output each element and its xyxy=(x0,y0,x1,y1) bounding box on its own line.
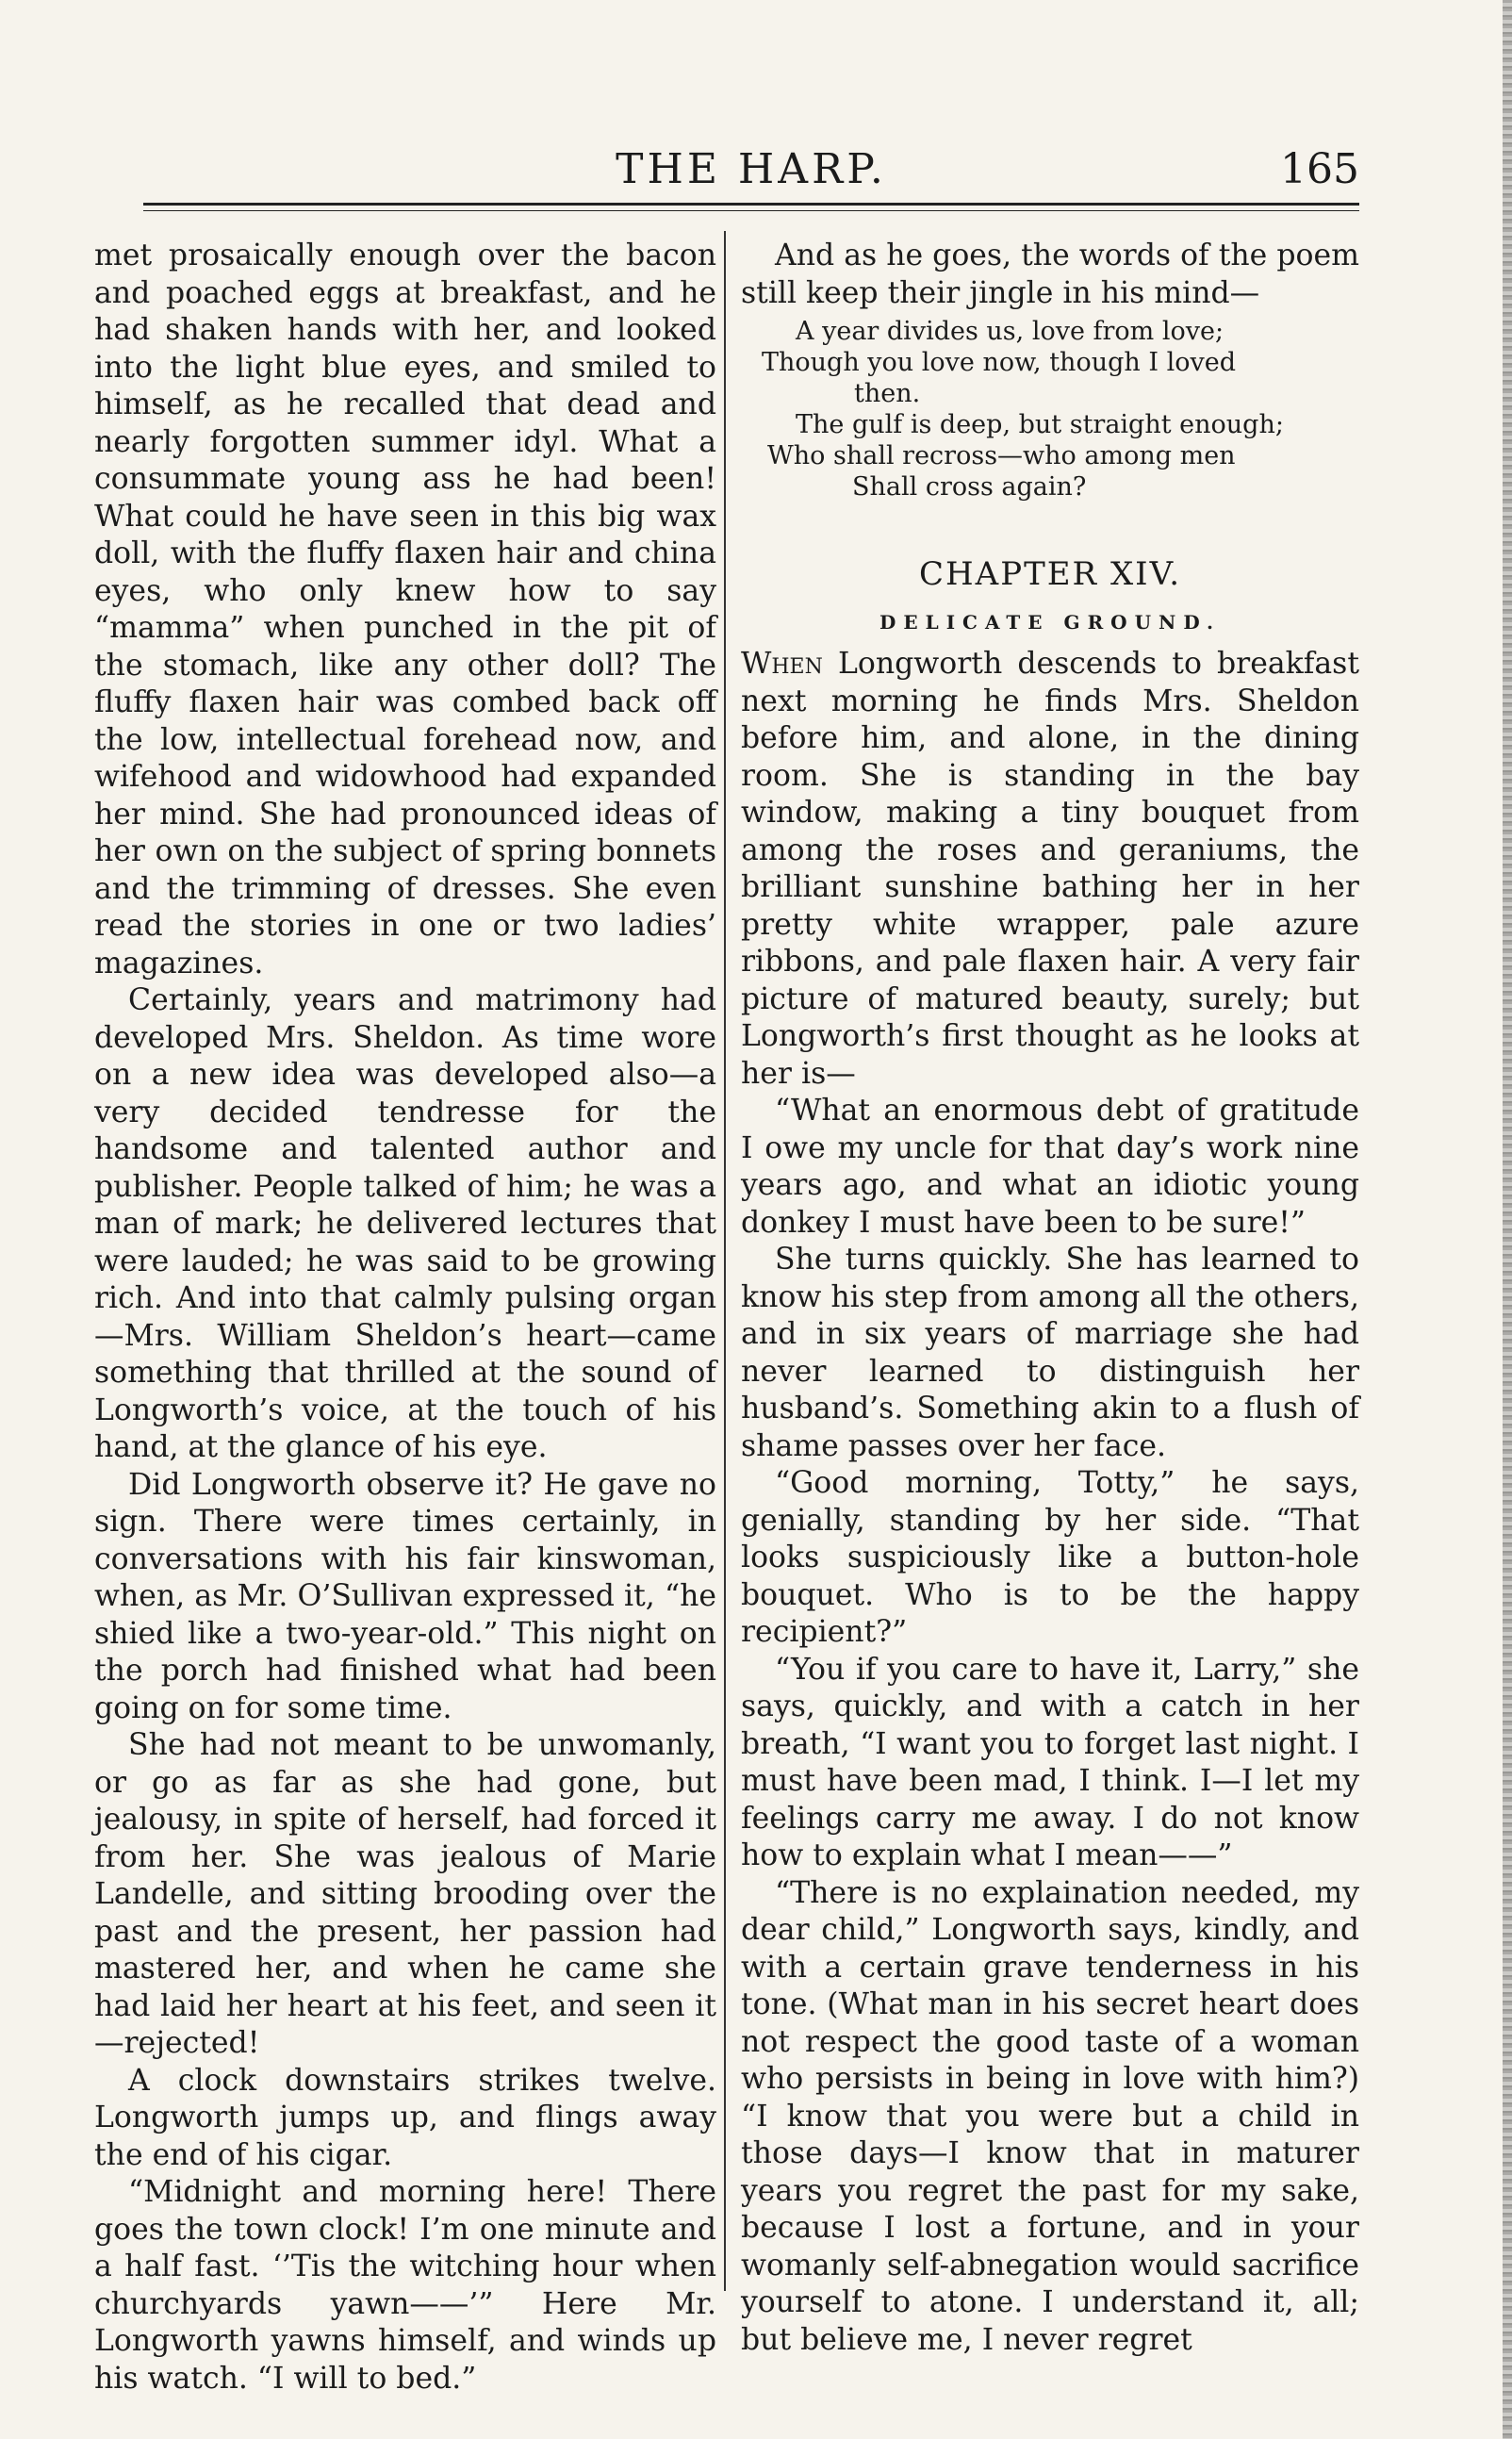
poem-line: then. xyxy=(854,379,921,408)
paragraph: “You if you care to have it, Larry,” she says, quickly, and with a catch in her breath, “I want you to forget last night. I must have been mad, I think. I—I let my feelings carry me away. I do not know how to explain what I mean——” xyxy=(741,1652,1359,1872)
paragraph: “There is no explaination needed, my dear child,” Longworth says, kindly, and with a certain grave tenderness in his tone. (What man in his secret heart does not respect the good taste of a woman who persists in being in love with him?) “I know that you were but a child in those days—I know that in maturer years you regret the past for my sake, because I lost a fortune, and in your womanly self-abnegation would sacrifice yourself to atone. I understand it, all; but believe me, I never regret xyxy=(741,1875,1359,2357)
paragraph: A clock downstairs strikes twelve. Longworth jumps up, and flings away the end of his cigar. xyxy=(94,2063,716,2172)
paragraph: She had not meant to be unwomanly, or go as far as she had gone, but jealousy, in spite of herself, had forced it from her. She was jealous of Marie Landelle, and sitting brooding over the past and the present, her passion had mastered her, and when he came she had laid her heart at his feet, and seen it—rejected! xyxy=(94,1728,716,2060)
chapter-subtitle: DELICATE GROUND. xyxy=(879,611,1221,634)
left-column xyxy=(94,238,716,2398)
poem-line: Who shall recross—who among men xyxy=(767,441,1236,470)
paragraph: “Midnight and morning here! There goes the town clock! I’m one minute and a half fast. ‘’Tis the witching hour when churchyards yawn——’” Here Mr. Longworth yawns himself, and winds up his watch. “I will to bed.” xyxy=(94,2175,716,2396)
poem-line: The gulf is deep, but straight enough; xyxy=(796,410,1284,439)
header-rule-thin xyxy=(143,210,1359,211)
poem-line: Though you love now, though I loved xyxy=(762,348,1236,377)
right-column xyxy=(741,238,1359,2359)
paragraph: She turns quickly. She has learned to know his step from among all the others, and in six years of marriage she had never learned to distinguish her husband’s. Something akin to a flush of shame passes over her face. xyxy=(741,1243,1359,1463)
page-number: 165 xyxy=(1280,145,1359,193)
opening-word: When xyxy=(741,647,823,681)
paragraph-text: Longworth descends to breakfast next morning he finds Mrs. Sheldon before him, and alone, in the dining room. She is standing in the bay window, making a tiny bouquet from among the roses and geraniums, the brilliant sunshine bathing her in her pretty white wrapper, pale azure ribbons, and pale flaxen hair. A very fair picture of matured beauty, surely; but Longworth’s first thought as he looks at her is— xyxy=(741,647,1359,1091)
paragraph: “Good morning, Totty,” he says, genially, standing by her side. “That looks suspiciously like a button-hole bouquet. Who is to be the happy recipient?” xyxy=(741,1466,1359,1649)
column-divider xyxy=(724,231,726,2291)
paragraph: Did Longworth observe it? He gave no sign. There were times certainly, in conversations with his fair kinswoman, when, as Mr. O’Sullivan expressed it, “he shied like a two-year-old.” This night on the porch had finished what had been going on for some time. xyxy=(94,1467,716,1725)
header-rule-thick xyxy=(143,203,1359,206)
poem-line: Shall cross again? xyxy=(852,472,1087,502)
paragraph: met prosaically enough over the bacon and poached eggs at breakfast, and he had shaken hands with her, and looked into the light blue eyes, and smiled to himself, as he recalled that dead and nearly forgotten summer idyl. What a consummate young ass he had been! What could he have seen in this big wax doll, with the fluffy flaxen hair and china eyes, who only knew how to say “mamma” when punched in the pit of the stomach, like any other doll? The fluffy flaxen hair was combed back off the low, intellectual forehead now, and wifehood and widowhood had expanded her mind. She had pronounced ideas of her own on the subject of spring bonnets and the trimming of dresses. She even read the stories in one or two ladies’ magazines. xyxy=(94,239,716,981)
paragraph xyxy=(741,646,1359,1093)
poem-line: A year divides us, love from love; xyxy=(796,317,1224,346)
page-header xyxy=(143,141,1359,207)
paragraph: And as he goes, the words of the poem still keep their jingle in his mind— xyxy=(741,239,1359,310)
paragraph: Certainly, years and matrimony had developed Mrs. Sheldon. As time wore on a new idea was developed also—a very decided tendresse for the handsome and talented author and publisher. People talked of him; he was a man of mark; he delivered lectures that were lauded; he was said to be growing rich. And into that calmly pulsing organ—Mrs. William Sheldon’s heart—came something that thrilled at the sound of Longworth’s voice, at the touch of his hand, at the glance of his eye. xyxy=(94,983,716,1464)
running-title: THE HARP. xyxy=(616,145,887,193)
chapter-title: CHAPTER XIV. xyxy=(918,555,1182,593)
page-edge xyxy=(1503,0,1512,2439)
paragraph: “What an enormous debt of gratitude I owe my uncle for that day’s work nine years ago, and what an idiotic young donkey I must have been to be sure!” xyxy=(741,1094,1359,1240)
poem xyxy=(741,316,1359,503)
